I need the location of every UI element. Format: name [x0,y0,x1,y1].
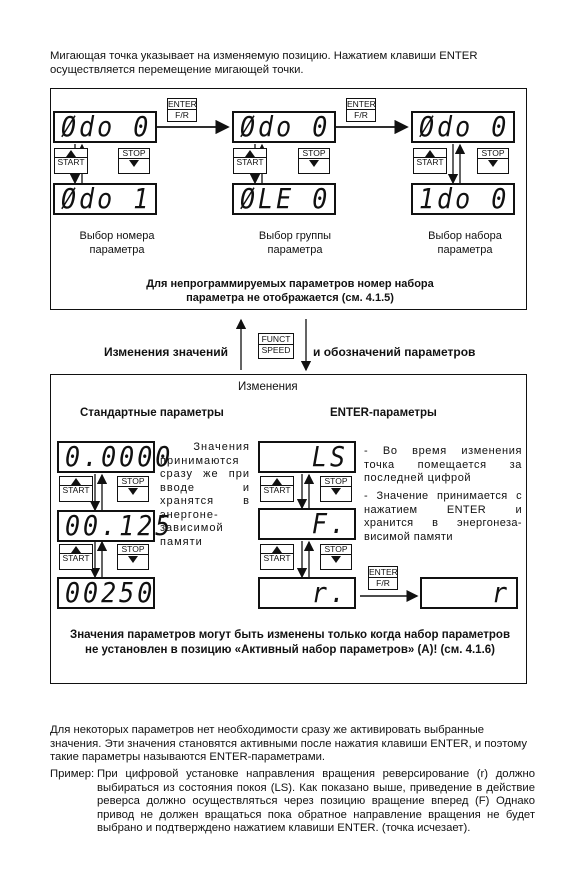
down-arrow-icon [128,556,138,563]
display-enter-2: F. [258,508,356,540]
stop-key-enter-1[interactable]: STOP [320,476,352,502]
enter-params-description-1: - Во время изменения точка помещается за последней цифрой [364,445,522,484]
standard-params-header: Стандартные параметры [80,407,224,419]
up-arrow-icon [272,546,282,553]
down-arrow-icon [128,488,138,495]
enter-fr-key-3[interactable]: ENTER F/R [369,567,398,588]
down-arrow-icon [309,160,319,167]
caption-param-group: Выбор группы параметра [258,230,332,256]
down-arrow-icon [331,488,341,495]
display-param-set-2: 1do 0 [411,183,515,215]
start-key-1[interactable]: START [54,148,88,174]
stop-key-3[interactable]: STOP [477,148,509,174]
caption-param-number: Выбор номера параметра [79,230,155,256]
up-arrow-icon [425,150,435,157]
enter-params-description-2: - Значение принимается с нажатием ENTER и хранится в энергонеза-висимой памяти [364,490,522,543]
up-arrow-icon [66,150,76,157]
stop-key-2[interactable]: STOP [298,148,330,174]
display-param-number-1: Ødo 0 [53,111,157,143]
enter-fr-key-1[interactable]: ENTER F/R [168,99,197,120]
up-arrow-icon [71,478,81,485]
top-note: Для непрограммируемых параметров номер набора параметра не отображается (см. 4.1.5) [146,278,434,304]
start-key-3[interactable]: START [413,148,447,174]
stop-key-enter-2[interactable]: STOP [320,544,352,570]
funct-speed-key[interactable]: FUNCT SPEED [258,333,294,359]
display-standard-1: 0.0000 [57,441,155,473]
enter-params-paragraph: Для некоторых параметров нет необходимости сразу же активировать выбранные значения. Эти значения становятся активными после нажатия клавиши ENTER, и поэтому такие параметры называются ENTER-параметрами. [50,724,528,764]
example-text: При цифровой установке направления вращения реверсирование (r) должно выбираться из состояния покоя (LS). Как показано выше, приведение в действие реверса должно осуществляться через позицию вращение вперед (F) Однако привод не должен вращаться пока обратное направление вращения не будет выбрано и подтверждено нажатием клавиши ENTER. (точка исчезает). [97,768,535,835]
start-key-enter-1[interactable]: START [260,476,294,502]
standard-params-description: - Значения принимаются сразу же при вводе и хранятся в энергоне-зависимой памяти [160,441,250,548]
start-key-2[interactable]: START [233,148,267,174]
start-key-std-2[interactable]: START [59,544,93,570]
display-standard-2: 00.125 [57,510,155,542]
display-enter-1: LS [258,441,356,473]
start-key-std-1[interactable]: START [59,476,93,502]
display-standard-3: 00250 [57,577,155,609]
display-param-number-2: Ødo 1 [53,183,157,215]
down-arrow-icon [129,160,139,167]
up-arrow-icon [272,478,282,485]
display-enter-4: r [420,577,518,609]
display-param-group-1: Ødo 0 [232,111,336,143]
stop-key-std-1[interactable]: STOP [117,476,149,502]
enter-fr-key-2[interactable]: ENTER F/R [347,99,376,120]
changes-names-label: и обозначений параметров [313,345,476,359]
down-arrow-icon [331,556,341,563]
changes-title: Изменения [238,381,298,393]
example-label: Пример: [50,768,95,780]
down-arrow-icon [488,160,498,167]
display-param-group-2: ØLE 0 [232,183,336,215]
intro-text: Мигающая точка указывает на изменяемую позицию. Нажатием клавиши ENTER осуществляется перемещение мигающей точки. [50,50,478,76]
bottom-note: Значения параметров могут быть изменены только когда набор параметров не установлен в позицию «Активный набор параметров» (A)! (см. 4.1.6) [70,629,511,656]
display-enter-3: r. [258,577,356,609]
stop-key-std-2[interactable]: STOP [117,544,149,570]
changes-values-label: Изменения значений [104,345,228,359]
enter-params-header: ENTER-параметры [330,407,437,419]
up-arrow-icon [245,150,255,157]
caption-param-set: Выбор набора параметра [428,230,502,256]
stop-key-1[interactable]: STOP [118,148,150,174]
up-arrow-icon [71,546,81,553]
start-key-enter-2[interactable]: START [260,544,294,570]
display-param-set-1: Ødo 0 [411,111,515,143]
